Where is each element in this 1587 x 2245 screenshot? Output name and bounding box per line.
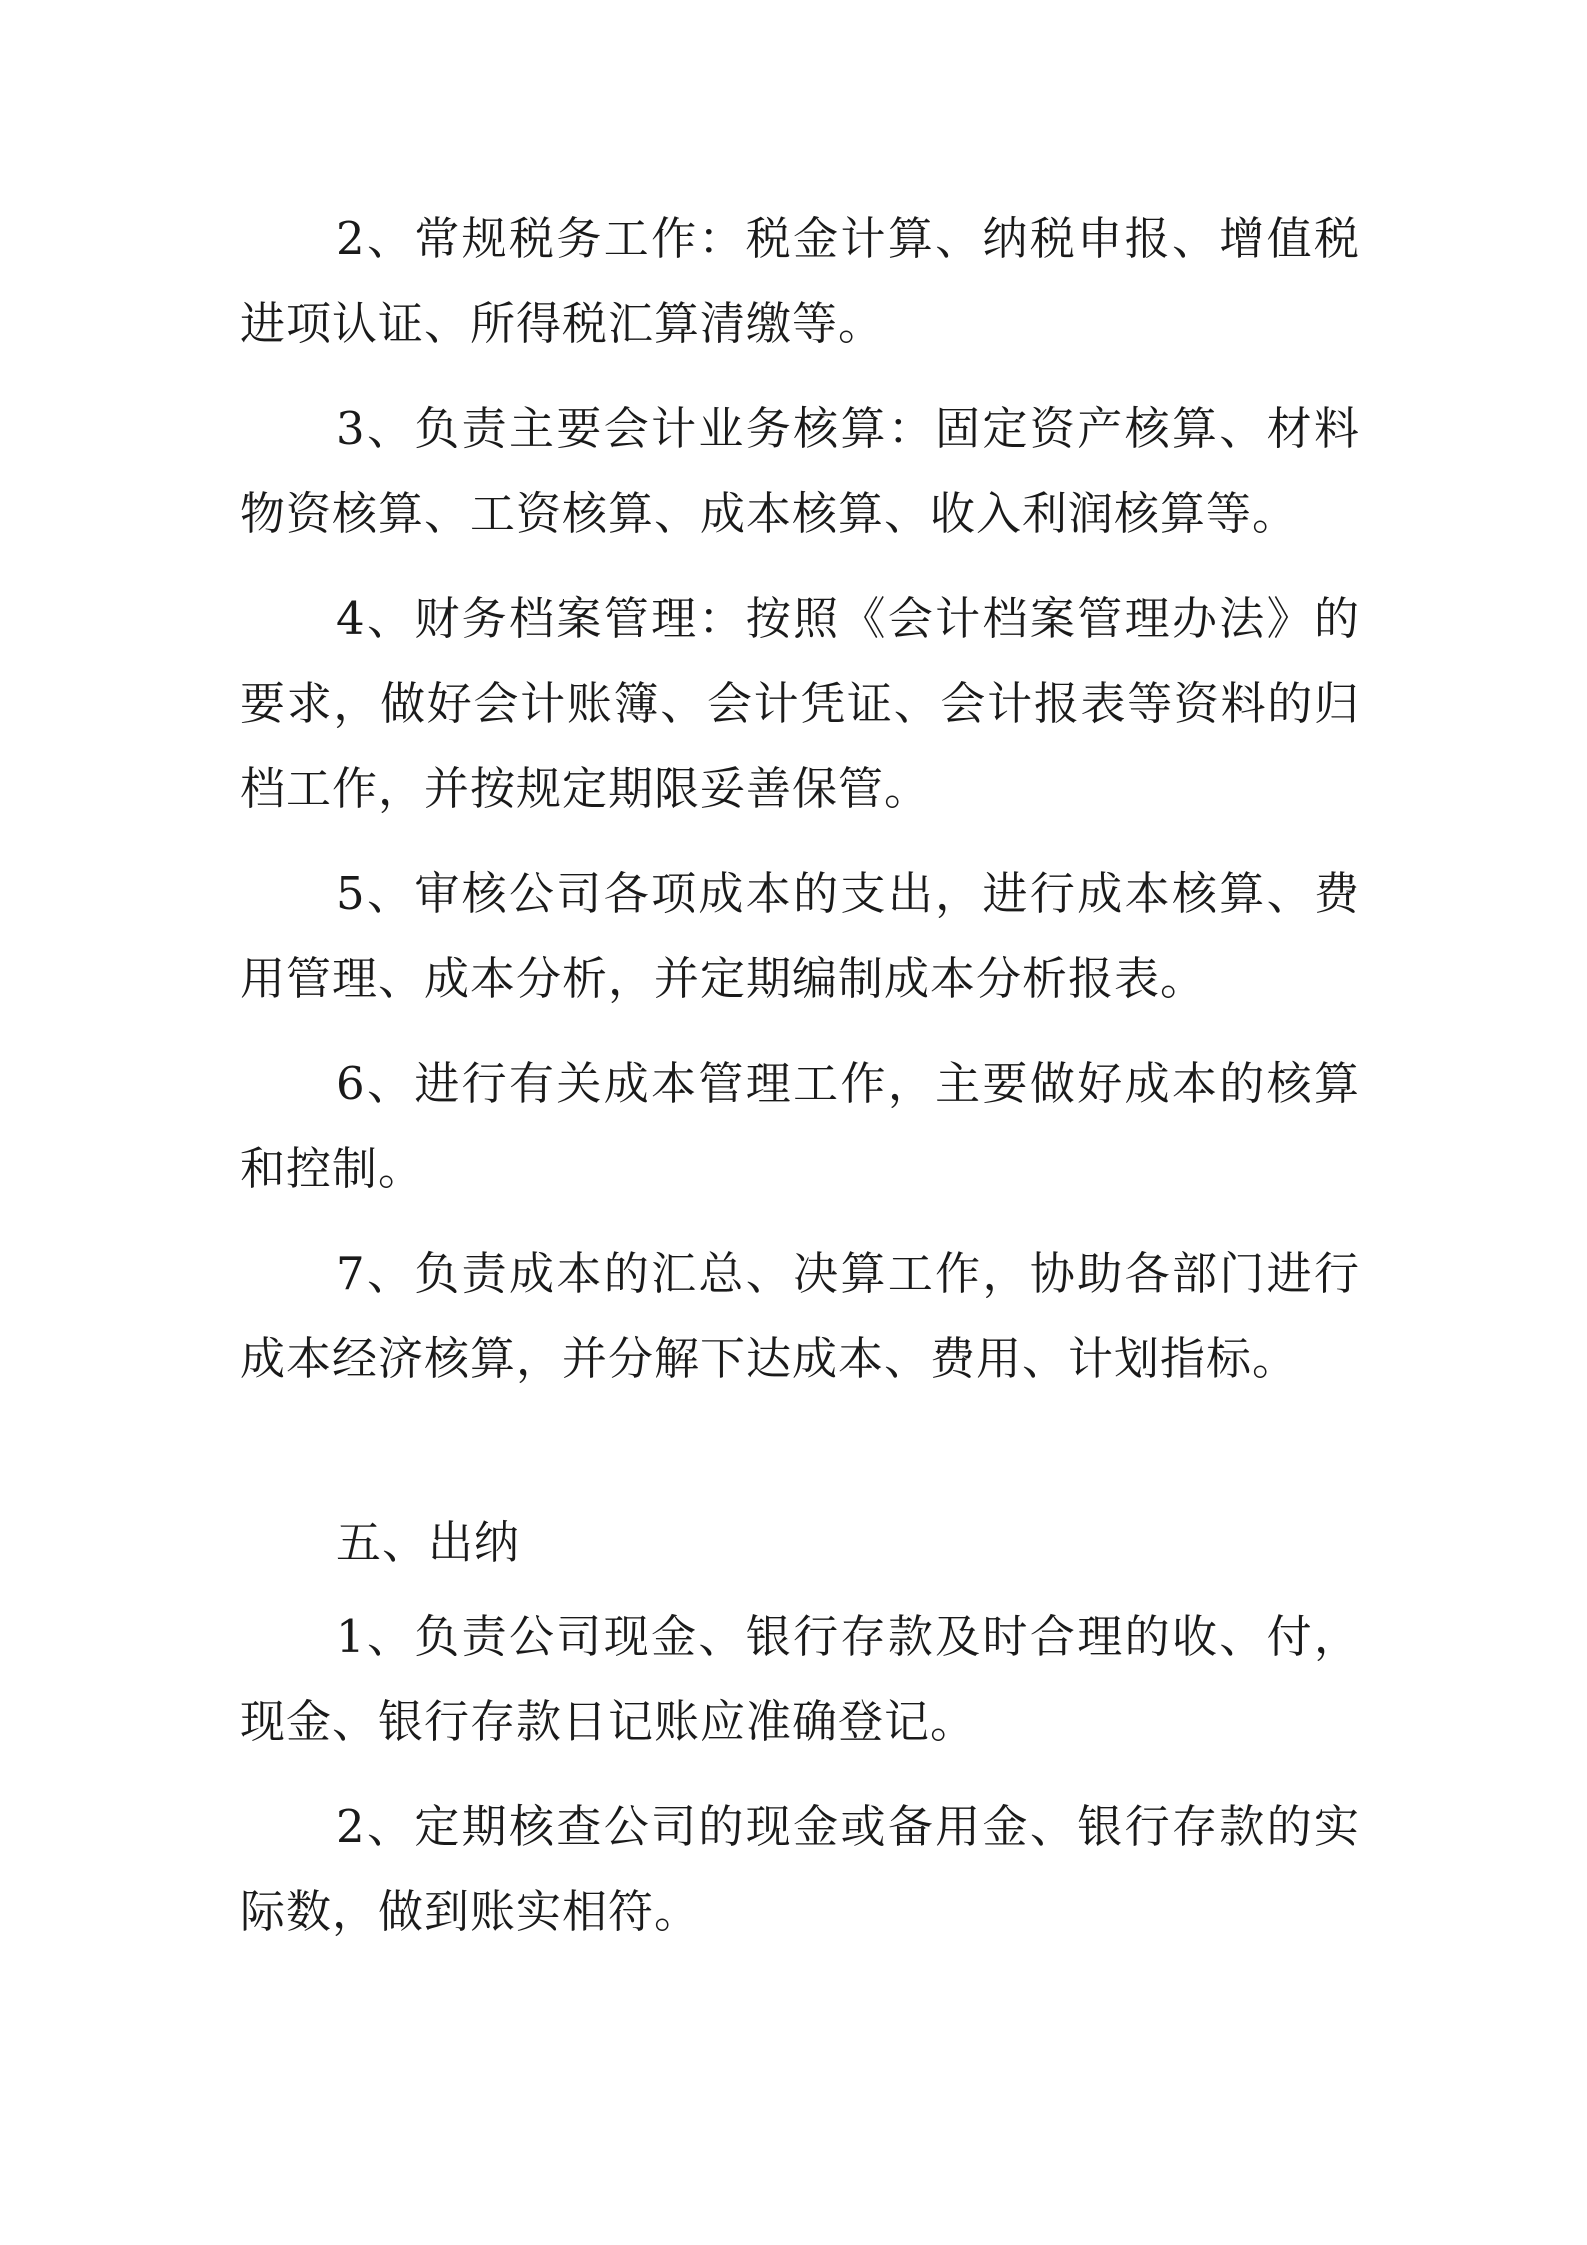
paragraph-cashier-item-2: 2、定期核查公司的现金或备用金、银行存款的实际数，做到账实相符。 bbox=[240, 1800, 1360, 1938]
paragraph-item-5: 5、审核公司各项成本的支出，进行成本核算、费用管理、成本分析，并定期编制成本分析报表。 bbox=[240, 867, 1360, 1005]
section-4-continued bbox=[240, 196, 1360, 1401]
paragraph-cashier-item-1: 1、负责公司现金、银行存款及时合理的收、付，现金、银行存款日记账应准确登记。 bbox=[240, 1610, 1360, 1748]
paragraph-item-7: 7、负责成本的汇总、决算工作，协助各部门进行成本经济核算，并分解下达成本、费用、计划指标。 bbox=[240, 1247, 1360, 1385]
paragraph-item-6: 6、进行有关成本管理工作，主要做好成本的核算和控制。 bbox=[240, 1057, 1360, 1195]
paragraph-item-2: 2、常规税务工作：税金计算、纳税申报、增值税进项认证、所得税汇算清缴等。 bbox=[240, 212, 1360, 350]
section-5-heading: 五、出纳 bbox=[336, 1516, 521, 1569]
paragraph-item-3: 3、负责主要会计业务核算：固定资产核算、材料物资核算、工资核算、成本核算、收入利润核算等。 bbox=[240, 402, 1360, 540]
section-5-body bbox=[240, 1594, 1360, 1954]
paragraph-item-4: 4、财务档案管理：按照《会计档案管理办法》的要求，做好会计账簿、会计凭证、会计报表等资料的归档工作，并按规定期限妥善保管。 bbox=[240, 592, 1360, 815]
